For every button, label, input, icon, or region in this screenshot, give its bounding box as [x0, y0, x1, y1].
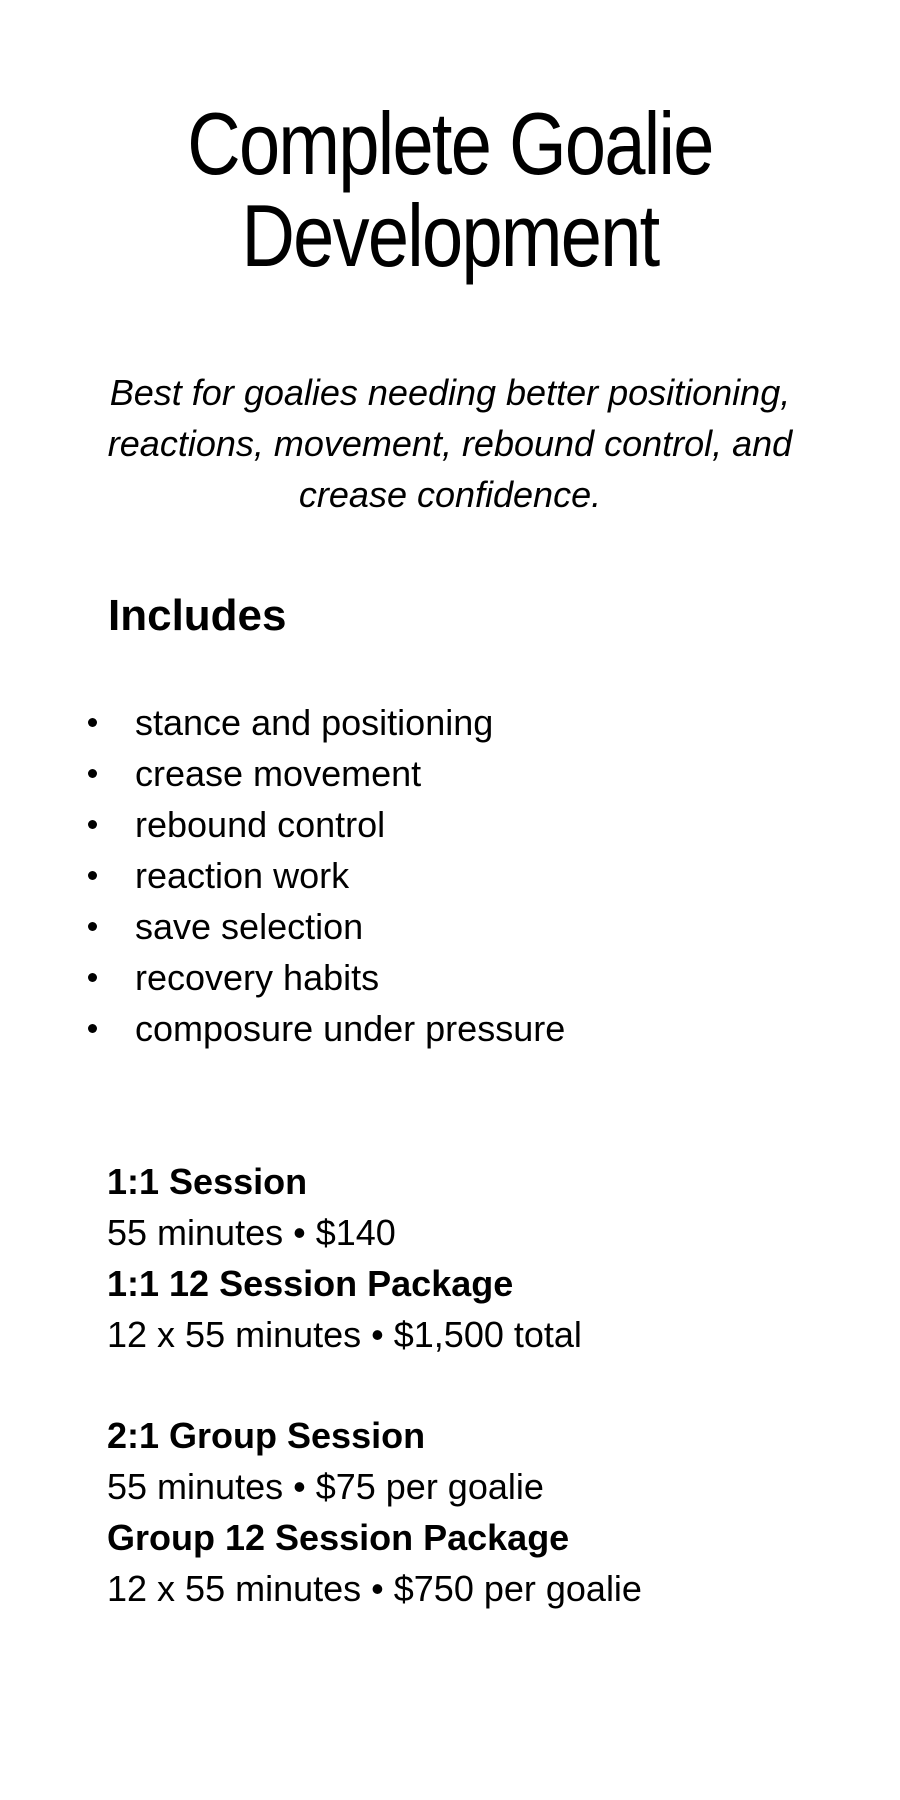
list-item-label: recovery habits [135, 957, 380, 998]
list-item-label: stance and positioning [135, 702, 494, 743]
bullet-icon [88, 973, 97, 982]
bullet-icon [88, 871, 97, 880]
list-item-label: crease movement [135, 753, 422, 794]
list-item [80, 901, 565, 952]
includes-list [80, 697, 565, 1054]
list-item-label: composure under pressure [135, 1008, 566, 1049]
price-option-detail: 55 minutes • $140 [107, 1212, 396, 1253]
list-item [80, 850, 565, 901]
list-item-label: save selection [135, 906, 364, 947]
group-pricing-block [107, 1410, 642, 1614]
bullet-icon [88, 718, 97, 727]
page-title [72, 94, 828, 285]
list-item-label: reaction work [135, 855, 350, 896]
bullet-icon [88, 820, 97, 829]
list-item-label: rebound control [135, 804, 386, 845]
bullet-icon [88, 769, 97, 778]
bullet-icon [88, 922, 97, 931]
bullet-icon [88, 1024, 97, 1033]
price-option-name: 1:1 12 Session Package [107, 1263, 514, 1304]
includes-heading: Includes [108, 591, 287, 640]
private-pricing-block [107, 1156, 582, 1360]
tagline: Best for goalies needing better positioning, reactions, movement, rebound control, and crease confidence. [107, 372, 793, 515]
list-item [80, 799, 565, 850]
list-item [80, 952, 565, 1003]
price-option-name: Group 12 Session Package [107, 1517, 570, 1558]
page-title-line-1: Complete Goalie [187, 94, 713, 193]
page-title-line-2: Development [241, 186, 659, 285]
price-option-name: 1:1 Session [107, 1161, 308, 1202]
price-option-detail: 12 x 55 minutes • $750 per goalie [107, 1568, 642, 1609]
price-option-detail: 55 minutes • $75 per goalie [107, 1466, 544, 1507]
list-item [80, 1003, 565, 1054]
price-option-name: 2:1 Group Session [107, 1415, 426, 1456]
list-item [80, 697, 565, 748]
price-option-detail: 12 x 55 minutes • $1,500 total [107, 1314, 582, 1355]
list-item [80, 748, 565, 799]
